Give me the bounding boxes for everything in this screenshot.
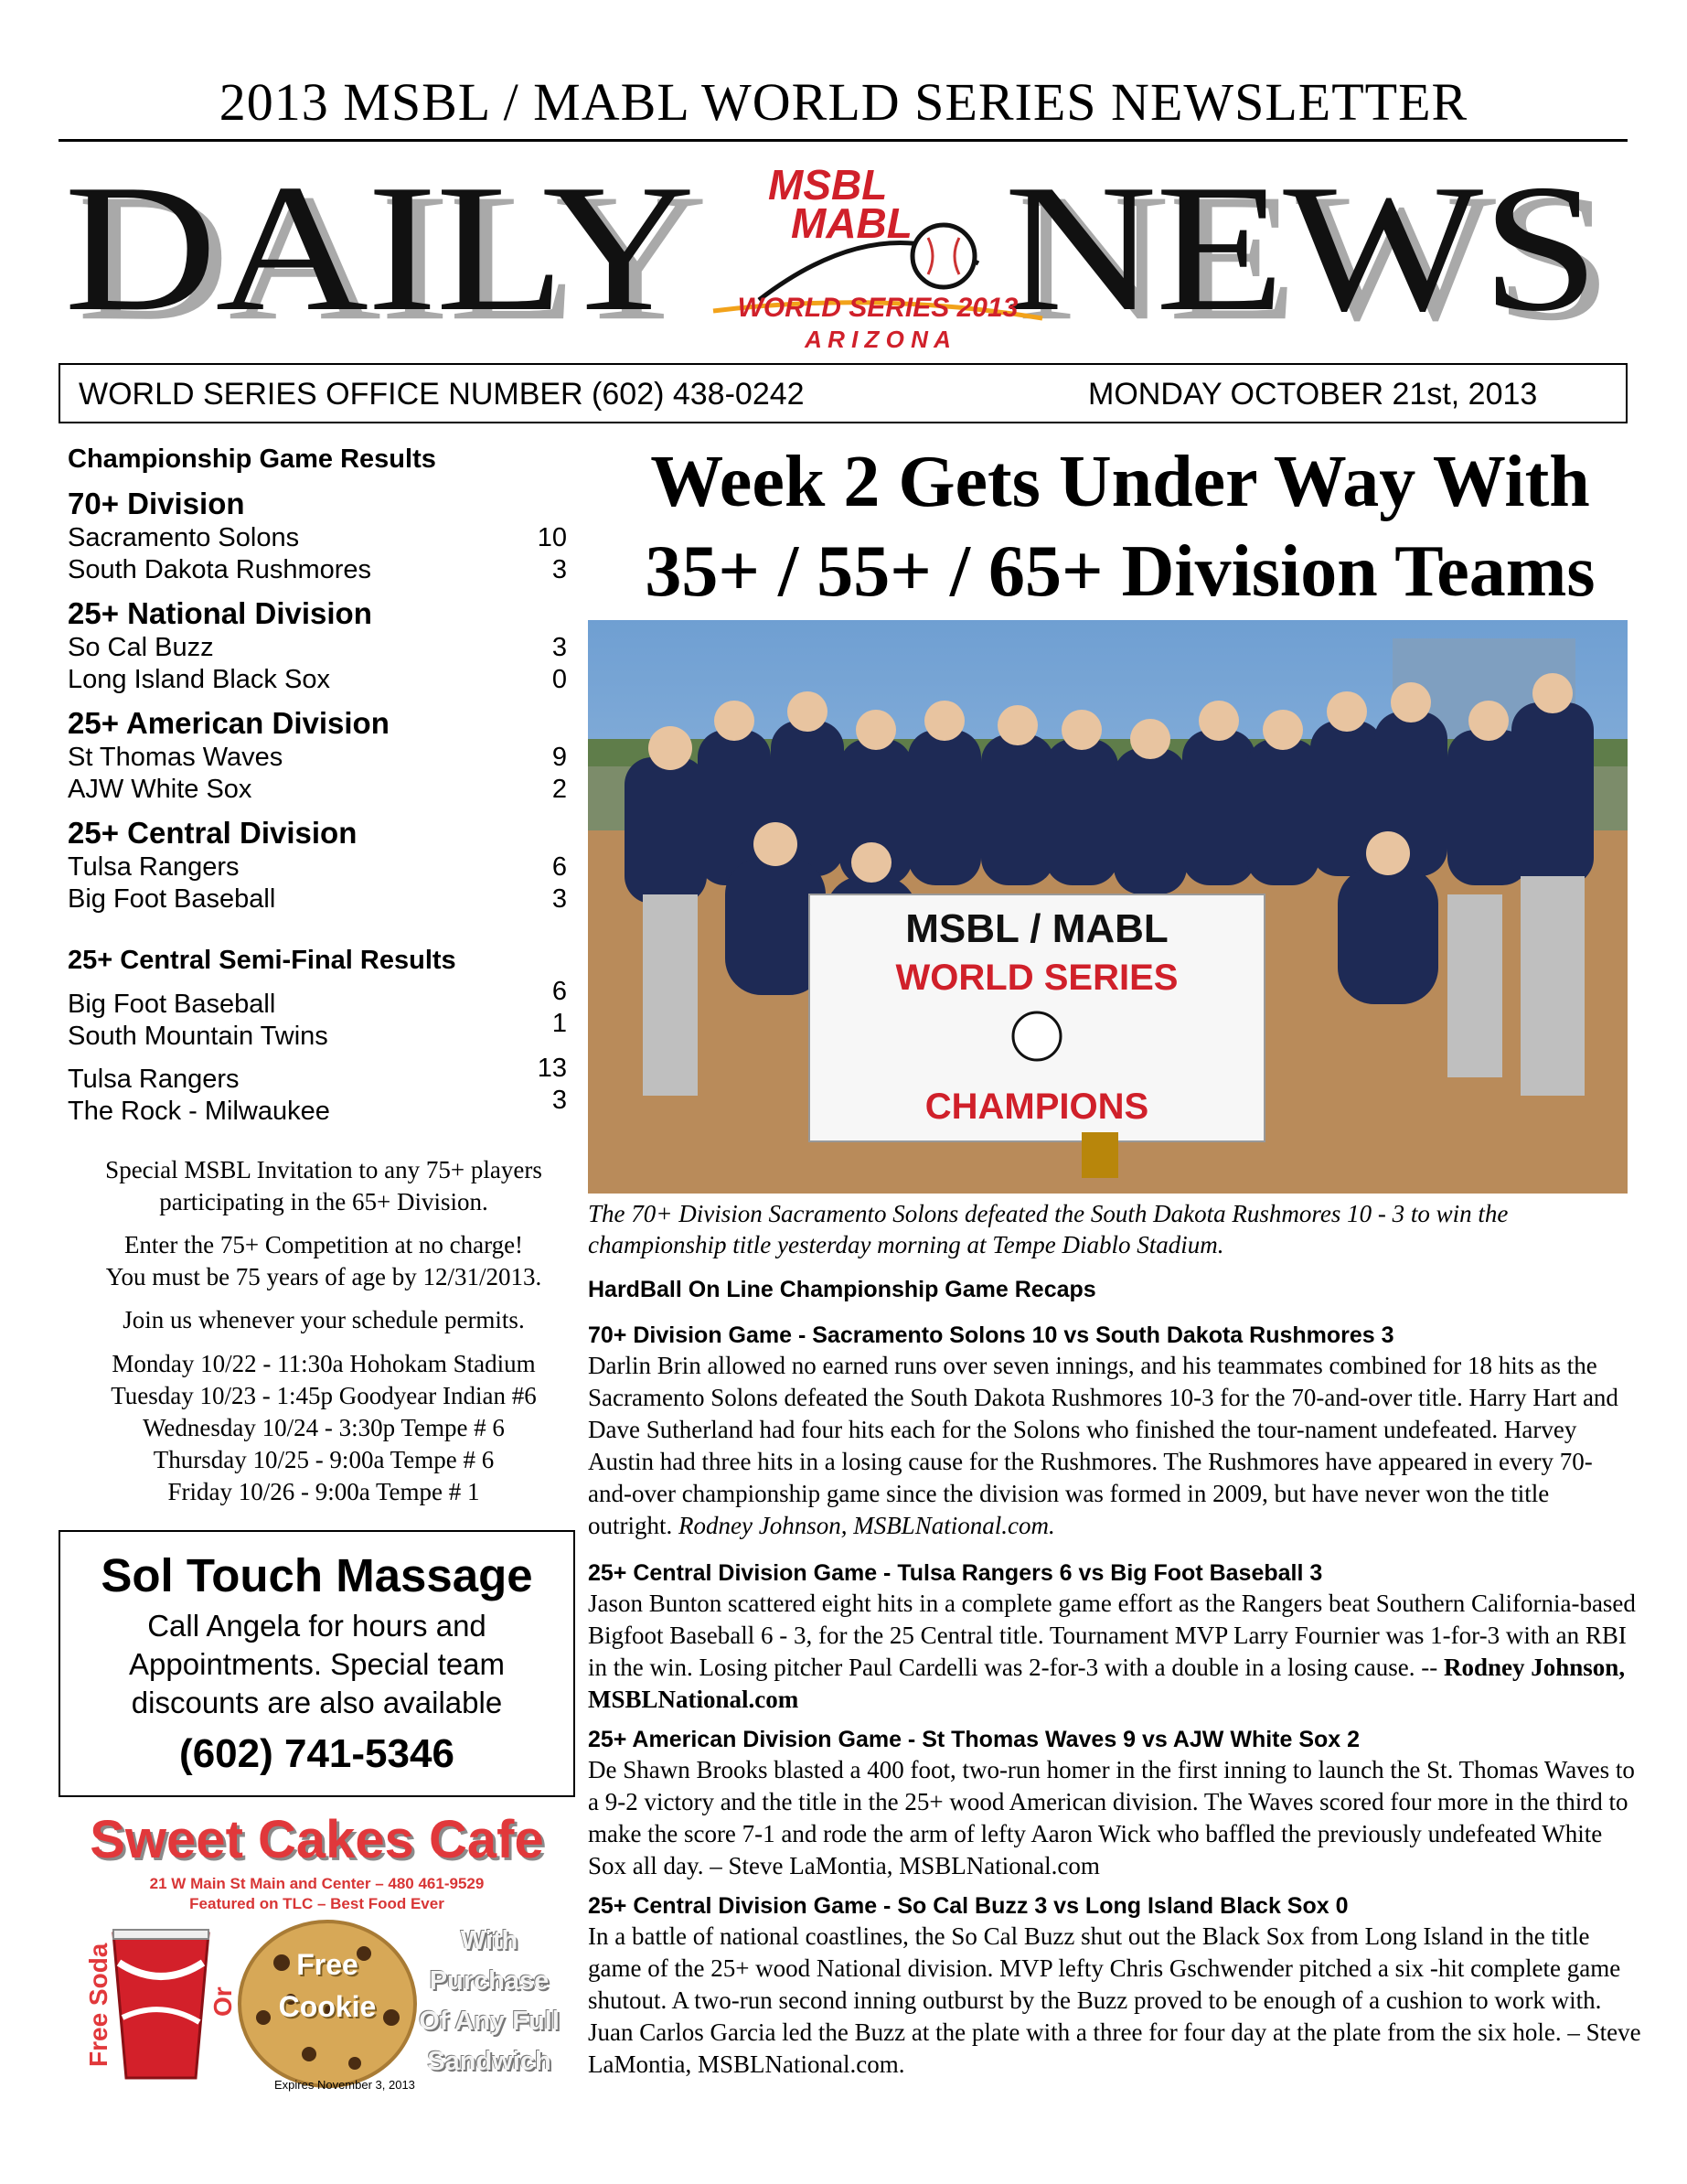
- story-body: [588, 1588, 1644, 1716]
- msbl-mabl-world-series-logo: [704, 154, 1052, 355]
- free-soda-label: Free Soda: [84, 1943, 112, 2067]
- story-heading: 25+ Central Division Game - Tulsa Rangers 6 vs Big Foot Baseball 3: [588, 1560, 1323, 1586]
- invitation-line: You must be 75 years of age by 12/31/2013.: [105, 1263, 542, 1290]
- story-text: In a battle of national coastlines, the So Cal Buzz shut out the Black Sox from Long Island in the title game of the 25+ wood National division. MVP lefty Chris Gschwender pitched a six -hit complete game shutout. A two-run second inning outburst by the Buzz proved to be enough of a cushion to work with. Juan Carlos Garcia led the Buzz at the plate with a three for four day at the plate from the six hole. – Steve LaMontia, MSBLNational.com.: [588, 1922, 1641, 2078]
- invitation-line: Enter the 75+ Competition at no charge!: [123, 1231, 524, 1258]
- story-heading: 25+ Central Division Game - So Cal Buzz 3 vs Long Island Black Sox 0: [588, 1893, 1349, 1919]
- story-heading: 70+ Division Game - Sacramento Solons 10 vs South Dakota Rushmores 3: [588, 1322, 1394, 1348]
- story-body: [588, 1754, 1644, 1882]
- team-score: 3: [551, 884, 567, 914]
- team-name: Sacramento Solons: [68, 523, 300, 552]
- title-divider: [59, 139, 1628, 142]
- ad-phone: (602) 741-5346: [179, 1731, 454, 1776]
- story-body: [588, 1350, 1630, 1542]
- baseball-icon: [913, 225, 975, 287]
- logo-event: WORLD SERIES 2013: [737, 293, 1019, 323]
- cafe-name: Sweet Cakes Cafe: [90, 1810, 544, 1869]
- or-label: Or: [208, 1986, 237, 2017]
- team-score: 10: [537, 523, 567, 552]
- schedule-item: Monday 10/22 - 11:30a Hohokam Stadium: [112, 1350, 536, 1377]
- trophy-icon: [1082, 1132, 1118, 1178]
- ad-title: Sol Touch Massage: [101, 1549, 533, 1601]
- cookie-label: Cookie: [278, 1990, 377, 2023]
- newsletter-title: 2013 MSBL / MABL WORLD SERIES NEWSLETTER: [219, 72, 1468, 132]
- ad-body-line: Appointments. Special team: [129, 1647, 505, 1681]
- invitation-line: participating in the 65+ Division.: [159, 1188, 488, 1215]
- ad-body-line: Call Angela for hours and: [147, 1609, 486, 1643]
- banner-logo-icon: [1013, 1012, 1061, 1060]
- story-text: Jason Bunton scattered eight hits in a complete game effort as the Rangers beat Southern California-based Bigfoot Baseball 6 - 3, for the 25 Central title. Tournament MVP Larry Fournier was 1-for-3 with an RBI in the win. Losing pitcher Paul Cardelli was 2-for-3 with a double in a losing cause. --: [588, 1590, 1636, 1681]
- story-text: De Shawn Brooks blasted a 400 foot, two-run homer in the first inning to launch the St. Thomas Waves to a 9-2 victory and the title in the 25+ wood American division. The Waves scored four more in the third to make the score 7-1 and rode the arm of lefty Aaron Wick who baffled the previously undefeated White Sox all day. – Steve LaMontia, MSBLNational.com: [588, 1756, 1635, 1879]
- massage-ad: [59, 1530, 575, 1797]
- offer-line: Purchase: [429, 1966, 550, 1996]
- team-score: 3: [551, 555, 567, 584]
- story-credit: Rodney Johnson, MSBLNational.com: [588, 1654, 1626, 1713]
- banner-line-2: WORLD SERIES: [895, 958, 1179, 998]
- team-name: South Dakota Rushmores: [68, 555, 372, 584]
- team-name: AJW White Sox: [68, 775, 252, 804]
- issue-date: MONDAY OCTOBER 21st, 2013: [1088, 377, 1538, 412]
- schedule-item: Thursday 10/25 - 9:00a Tempe # 6: [153, 1446, 495, 1473]
- offer-line: With: [460, 1926, 518, 1955]
- team-score: 3: [551, 1086, 567, 1115]
- story-text: Darlin Brin allowed no earned runs over seven innings, and his teammates combined for 18 hits as the Sacramento Solons defeated the South Dakota Rushmores 10-3 for the 70-and-over title. Harry Hart and Dave Sutherland had four hits each for the Solons who finished the tour-nament undefeated. Harvey Austin had three hits in a losing cause for the Rushmores. The Rushmores have appeared in every 70-and-over championship game since the division was formed in 2009, but have never won the title outright.: [588, 1352, 1618, 1539]
- photo-caption: The 70+ Division Sacramento Solons defeated the South Dakota Rushmores 10 - 3 to win the championship title yesterday morning at Tempe Diablo Stadium.: [588, 1200, 1509, 1258]
- schedule-item: Tuesday 10/23 - 1:45p Goodyear Indian #6: [111, 1382, 537, 1409]
- offer-line: Sandwich: [427, 2047, 551, 2076]
- recaps-label: HardBall On Line Championship Game Recaps: [588, 1277, 1096, 1302]
- schedule-item: Wednesday 10/24 - 3:30p Tempe # 6: [143, 1414, 505, 1441]
- team-name: Long Island Black Sox: [68, 665, 330, 694]
- soda-cup-icon: [106, 1926, 216, 2082]
- team-name: So Cal Buzz: [68, 633, 214, 662]
- cafe-expires: Expires November 3, 2013: [274, 2078, 415, 2092]
- ad-body: [60, 1607, 573, 1722]
- main-headline: [585, 437, 1655, 616]
- team-score: 3: [551, 633, 567, 662]
- logo-mabl: MABL: [791, 199, 913, 247]
- division-heading: 25+ American Division: [68, 706, 390, 740]
- division-heading: 25+ National Division: [68, 596, 372, 630]
- cafe-featured: Featured on TLC – Best Food Ever: [189, 1895, 444, 1912]
- division-heading: 25+ Central Division: [68, 816, 358, 850]
- offer-line: Of Any Full: [419, 2007, 560, 2036]
- team-name: Big Foot Baseball: [68, 884, 276, 914]
- team-score: 6: [551, 977, 567, 1006]
- headline-line: Week 2 Gets Under Way With: [650, 442, 1590, 522]
- story-body: [588, 1921, 1644, 2081]
- team-photo: [588, 620, 1628, 1194]
- team-name: The Rock - Milwaukee: [68, 1097, 330, 1126]
- team-name: South Mountain Twins: [68, 1022, 328, 1051]
- team-name: Big Foot Baseball: [68, 990, 276, 1019]
- invitation-line: Special MSBL Invitation to any 75+ players: [105, 1156, 542, 1183]
- offer-text: [407, 1921, 571, 2082]
- team-score: 2: [551, 775, 567, 804]
- banner-line-3: CHAMPIONS: [924, 1087, 1149, 1127]
- schedule-item: Friday 10/26 - 9:00a Tempe # 1: [167, 1478, 480, 1505]
- team-name: Tulsa Rangers: [68, 1065, 240, 1094]
- team-name: St Thomas Waves: [68, 743, 283, 772]
- division-heading: 70+ Division: [68, 487, 245, 520]
- story-heading: 25+ American Division Game - St Thomas Waves 9 vs AJW White Sox 2: [588, 1727, 1361, 1752]
- story-credit: Rodney Johnson, MSBLNational.com.: [678, 1512, 1055, 1539]
- masthead-daily: DAILY: [64, 146, 694, 349]
- banner-line-1: MSBL / MABL: [905, 906, 1169, 951]
- office-number: WORLD SERIES OFFICE NUMBER (602) 438-0242: [79, 377, 805, 412]
- team-score: 1: [551, 1009, 567, 1038]
- semi-final-heading: 25+ Central Semi-Final Results: [68, 946, 456, 975]
- masthead-news: NEWS: [1004, 146, 1598, 349]
- logo-msbl: MSBL: [768, 161, 888, 209]
- ad-body-line: discounts are also available: [131, 1686, 503, 1719]
- results-heading: Championship Game Results: [68, 444, 436, 474]
- team-score: 9: [551, 743, 567, 772]
- team-score: 0: [551, 665, 567, 694]
- team-score: 6: [551, 852, 567, 882]
- cafe-address: 21 W Main St Main and Center – 480 461-9529: [149, 1875, 485, 1892]
- cookie-free: Free: [296, 1948, 358, 1981]
- headline-line: 35+ / 55+ / 65+ Division Teams: [645, 531, 1596, 612]
- invitation-line: Join us whenever your schedule permits.: [123, 1306, 525, 1333]
- logo-location: A R I Z O N A: [805, 326, 951, 353]
- team-name: Tulsa Rangers: [68, 852, 240, 882]
- team-score: 13: [537, 1054, 567, 1083]
